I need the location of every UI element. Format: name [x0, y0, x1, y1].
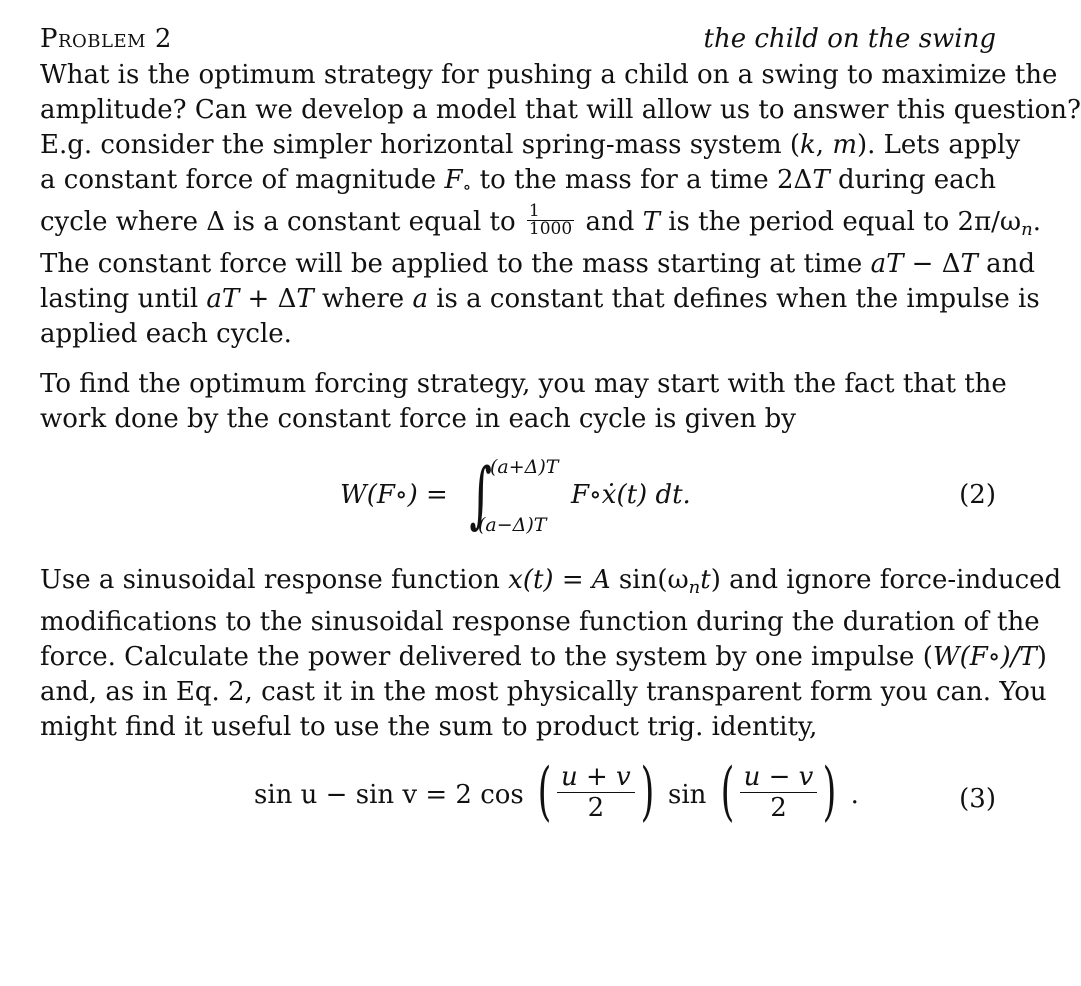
text-line: modifications to the sinusoidal response function during the duration of the — [40, 607, 1040, 637]
problem-header — [40, 24, 996, 58]
text-line: force. Calculate the power delivered to the system by one impulse (W(F∘)/T) — [40, 642, 1047, 672]
paren-close: ) — [822, 755, 837, 829]
integrand: F∘ẋ(t) dt. — [571, 480, 691, 510]
integral-upper-limit: (a+Δ)T — [490, 456, 559, 478]
text-line: work done by the constant force in each cycle is given by — [40, 404, 796, 434]
equation-work-integral — [0, 450, 1024, 550]
integral-sign: ∫ — [469, 452, 493, 536]
fraction-u-minus-v: $\frac{u - v}{2}$ — [740, 762, 818, 823]
text-line: The constant force will be applied to the mass starting at time aT − ΔT and — [40, 249, 1036, 279]
text-line: cycle where Δ is a constant equal to $\frac{1}{1000}$ and T is the period equal to $2\pi/\omega_n$. — [40, 200, 1041, 240]
text-line: and, as in Eq. 2, cast it in the most physically transparent form you can. You — [40, 677, 1047, 707]
trig-period: . — [850, 780, 859, 810]
optimum-forcing-paragraph — [40, 367, 1007, 437]
paren-close: ) — [640, 755, 655, 829]
text-line: applied each cycle. — [40, 319, 292, 349]
trig-sin: sin — [667, 780, 707, 810]
text-line: E.g. consider the simpler horizontal spring-mass system (k, m). Lets apply — [40, 130, 1021, 160]
problem-statement-paragraph — [40, 58, 1081, 352]
text-line: might find it useful to use the sum to product trig. identity, — [40, 712, 818, 742]
paren-open: ( — [537, 755, 552, 829]
equation-number: (3) — [959, 784, 996, 814]
fraction-one-thousandth: $\frac{1}{1000}$ — [528, 200, 573, 239]
equation-number: (2) — [959, 480, 996, 510]
equation-trig-identity — [0, 755, 1024, 838]
paren-open: ( — [720, 755, 735, 829]
trig-lhs: sin u − sin v = 2 cos — [254, 780, 524, 810]
text-line: Use a sinusoidal response function x(t) = A $\sin(\omega_nt)$ and ignore force-induced — [40, 565, 1062, 598]
text-line: To find the optimum forcing strategy, you may start with the fact that the — [40, 369, 1007, 399]
problem-subtitle: the child on the swing — [703, 24, 996, 54]
text-line: amplitude? Can we develop a model that will allow us to answer this question? — [40, 95, 1081, 125]
trig-identity-body — [254, 755, 859, 829]
sinusoidal-response-paragraph — [40, 563, 1062, 745]
text-line: lasting until aT + ΔT where a is a constant that defines when the impulse is — [40, 284, 1040, 314]
work-lhs: W(F∘) = — [340, 480, 448, 510]
text-line: a constant force of magnitude $F_\circ$ to the mass for a time 2ΔT during each — [40, 165, 996, 198]
fraction-u-plus-v: $\frac{u + v}{2}$ — [557, 762, 635, 823]
text-line: What is the optimum strategy for pushing a child on a swing to maximize the — [40, 60, 1058, 90]
problem-title: Problem 2 — [40, 24, 172, 54]
integral-lower-limit: (a−Δ)T — [478, 514, 547, 536]
